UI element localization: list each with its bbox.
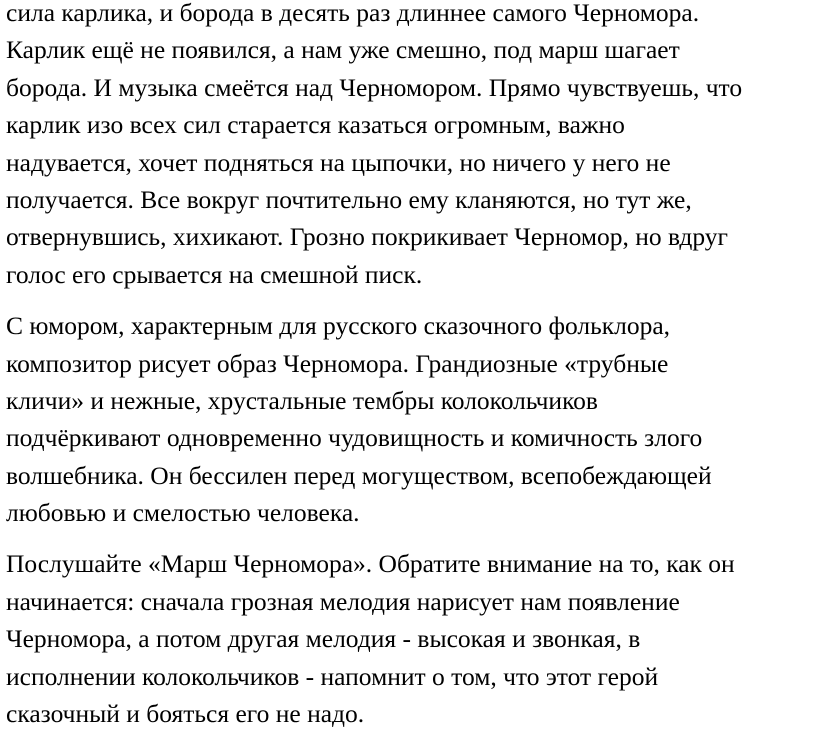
text-line: карлик изо всех сил старается казаться огромным, важно	[6, 110, 625, 140]
text-line: сказочный и бояться его не надо.	[6, 699, 365, 729]
text-line: голос его срывается на смешной писк.	[6, 259, 423, 289]
text-line: сила карлика, и борода в десять раз длиннее самого Черномора.	[6, 0, 700, 27]
text-line: композитор рисует образ Черномора. Грандиозные «трубные	[6, 348, 669, 378]
text-line: получается. Все вокруг почтительно ему кланяются, но тут же,	[6, 184, 692, 214]
text-line: С юмором, характерным для русского сказочного фольклора,	[6, 311, 671, 341]
text-line: Карлик ещё не появился, а нам уже смешно, под марш шагает	[6, 35, 680, 65]
text-line: исполнении колокольчиков - напомнит о том, что этот герой	[6, 661, 659, 691]
text-line: подчёркивают одновременно чудовищность и комичность злого	[6, 423, 703, 453]
text-line: отвернувшись, хихикают. Грозно покрикивает Черномор, но вдруг	[6, 222, 729, 252]
text-line: Послушайте «Марш Черномора». Обратите внимание на то, как он	[6, 549, 735, 579]
paragraph-chernomor-dwarf	[6, 0, 812, 293]
text-line: начинается: сначала грозная мелодия нарисует нам появление	[6, 586, 680, 616]
paragraph-composer-humor	[6, 307, 812, 531]
text-line: надувается, хочет подняться на цыпочки, но ничего у него не	[6, 147, 671, 177]
paragraph-listen-march	[6, 545, 812, 732]
text-line: любовью и смелостью человека.	[6, 498, 360, 528]
text-line: Черномора, а потом другая мелодия - высокая и звонкая, в	[6, 624, 641, 654]
text-line: борода. И музыка смеётся над Черномором. Прямо чувствуешь, что	[6, 72, 743, 102]
text-line: кличи» и нежные, хрустальные тембры колокольчиков	[6, 385, 598, 415]
text-line: волшебника. Он бессилен перед могуществом, всепобеждающей	[6, 460, 712, 490]
